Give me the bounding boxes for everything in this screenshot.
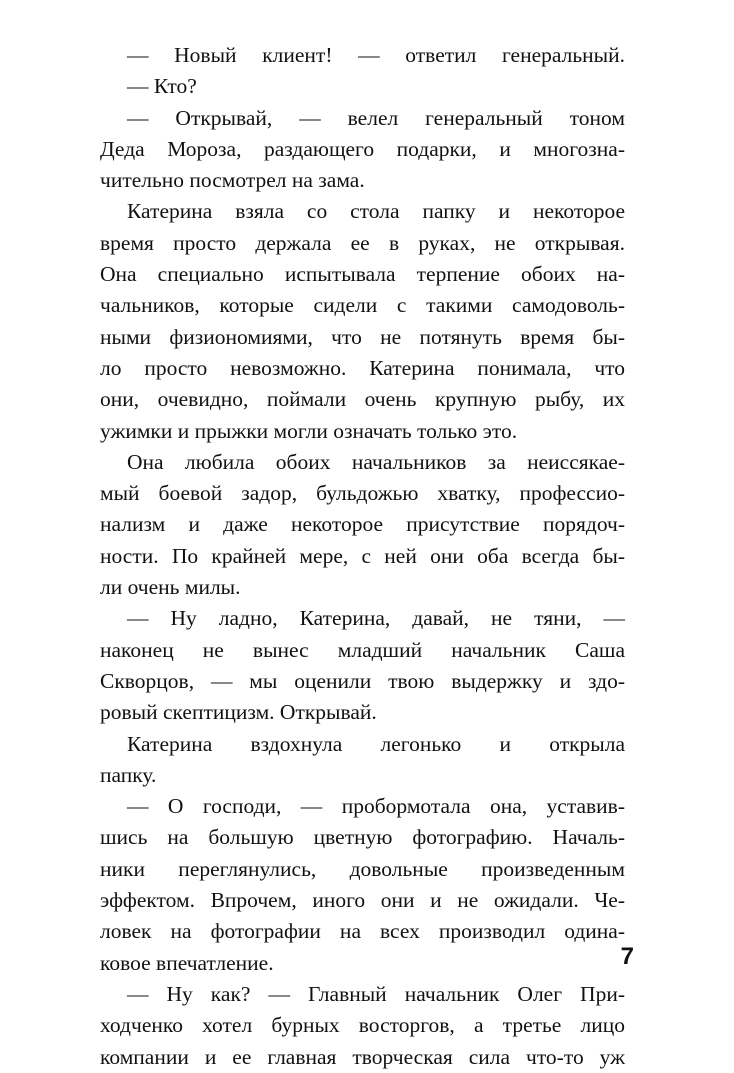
- text-line: — Ну ладно, Катерина, давай, не тяни, —: [127, 606, 625, 631]
- text-line: Деда Мороза, раздающего подарки, и многозна-: [100, 136, 625, 161]
- text-line: шись на большую цветную фотографию. Началь-: [100, 825, 625, 850]
- text-line: — Открывай, — велел генеральный тоном: [127, 105, 625, 130]
- text-line: Катерина взяла со стола папку и некоторое: [127, 199, 625, 224]
- text-line: ло просто невозможно. Катерина понимала, что: [100, 355, 625, 380]
- body-text: [100, 40, 625, 1073]
- text-line: ли очень милы.: [100, 575, 241, 600]
- text-line: Катерина вздохнула легонько и открыла: [127, 731, 625, 756]
- text-line: папку.: [100, 762, 157, 787]
- text-line: ровый скептицизм. Открывай.: [100, 700, 377, 725]
- text-line: они, очевидно, поймали очень крупную рыбу, их: [100, 387, 625, 412]
- text-line: Скворцов, — мы оценили твою выдержку и здо-: [100, 668, 625, 693]
- text-line: — Новый клиент! — ответил генеральный.: [127, 43, 625, 67]
- text-line: — О господи, — пробормотала она, уставив-: [127, 794, 625, 819]
- text-line: ходченко хотел бурных восторгов, а третье лицо: [100, 1013, 625, 1038]
- text-line: Она любила обоих начальников за неиссякае-: [127, 449, 625, 474]
- text-line: наконец не вынес младший начальник Саша: [100, 637, 625, 662]
- text-line: ными физиономиями, что не потянуть время бы-: [100, 324, 625, 349]
- text-line: чительно посмотрел на зама.: [100, 168, 365, 193]
- text-line: мый боевой задор, бульдожью хватку, профессио-: [100, 481, 625, 506]
- page-number: 7: [620, 943, 634, 970]
- text-line: — Кто?: [127, 74, 197, 99]
- text-line: компании и ее главная творческая сила что-то уж: [100, 1044, 625, 1069]
- text-line: ники переглянулись, довольные произведенным: [100, 856, 625, 881]
- text-line: эффектом. Впрочем, иного они и не ожидали. Че-: [100, 888, 625, 913]
- text-line: ужимки и прыжки могли означать только это.: [100, 418, 518, 443]
- text-line: чальников, которые сидели с такими самодоволь-: [100, 293, 625, 318]
- text-line: ковое впечатление.: [100, 950, 274, 975]
- text-line: ности. По крайней мере, с ней они оба всегда бы-: [100, 543, 625, 568]
- text-line: нализм и даже некоторое присутствие порядоч-: [100, 512, 625, 537]
- text-line: Она специально испытывала терпение обоих на-: [100, 262, 625, 287]
- text-line: ловек на фотографии на всех производил одина-: [100, 919, 625, 944]
- text-line: время просто держала ее в руках, не открывая.: [100, 230, 625, 255]
- text-line: — Ну как? — Главный начальник Олег При-: [127, 981, 625, 1006]
